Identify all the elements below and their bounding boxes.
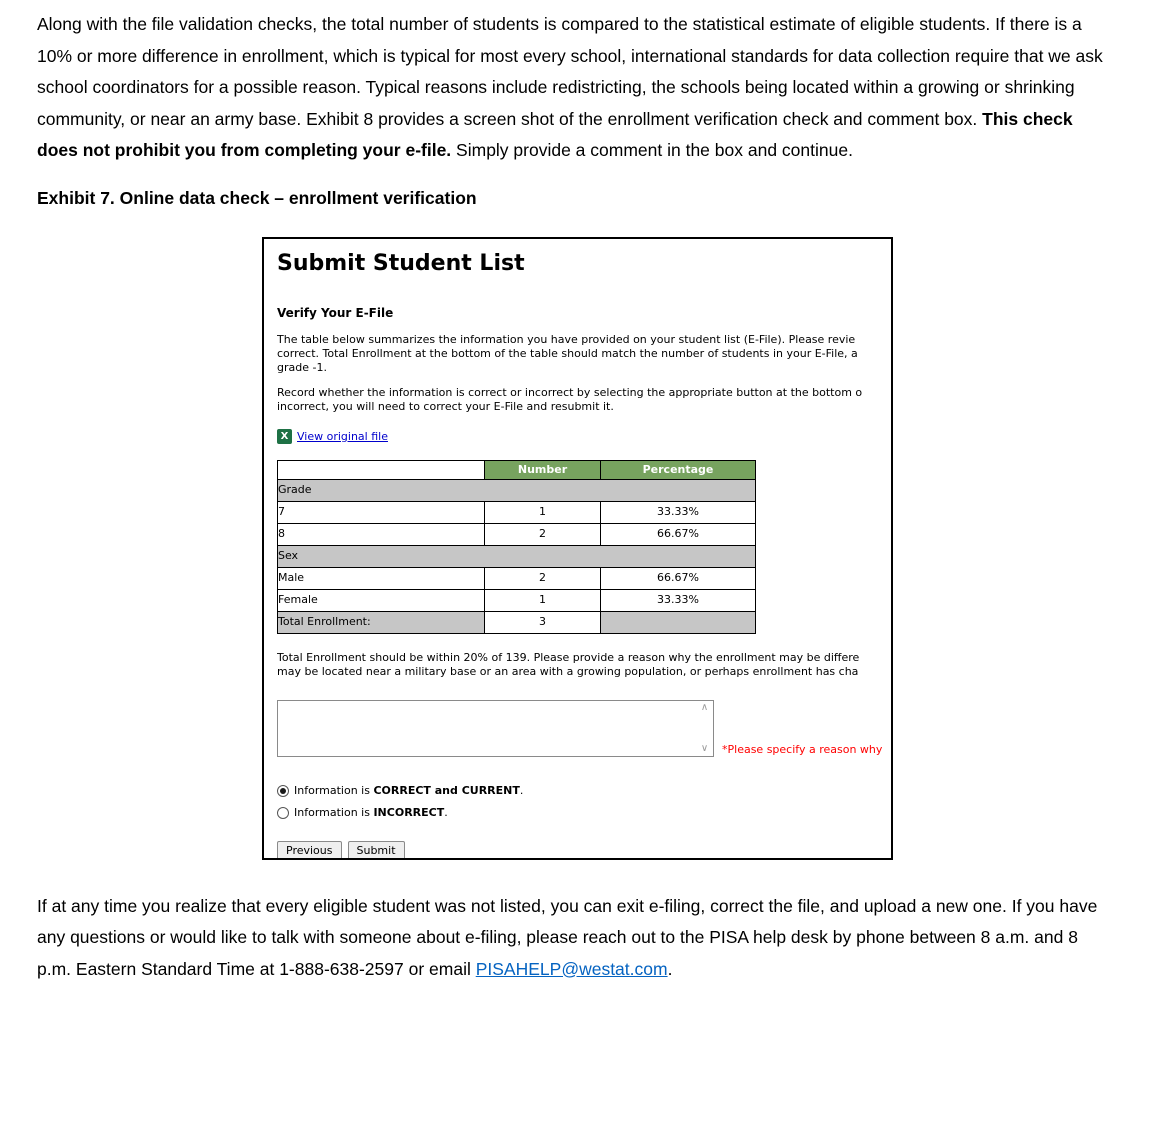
header-blank-cell [278,460,485,479]
radio-correct-button[interactable] [277,785,289,797]
closing-period: . [667,958,673,979]
record-paragraph [277,386,891,414]
radio-incorrect-button[interactable] [277,807,289,819]
paragraph-line: Total Enrollment should be within 20% of 139. Please provide a reason why the enrollment may be differe [277,650,860,664]
paragraph-line: correct. Total Enrollment at the bottom of the table should match the number of students in your E-File, a [277,346,858,360]
reason-required-note: *Please specify a reason why [722,742,883,756]
female-number: 1 [485,589,601,611]
total-row [278,611,756,633]
comment-textarea[interactable] [277,700,714,757]
intro-text: Along with the file validation checks, the total number of students is compared to the statistical estimate of eligible students. If there is a 10% or more difference in enrollment, which is typical for most every school, international standards for data collection require that we ask school coordinators for a possible reason. Typical reasons include redistricting, the schools being located within a growing or shrinking community, or near an army base. Exhibit 8 provides a screen shot of the enrollment verification check and comment box. [37,14,1103,129]
intro-text-after: Simply provide a comment in the box and continue. [451,140,853,160]
submit-button[interactable]: Submit [348,841,405,860]
radio-correct-suffix: . [519,784,524,797]
table-row [278,523,756,545]
radio-selected-dot [280,788,286,794]
female-label: Female [278,589,485,611]
total-enrollment-number: 3 [485,611,601,633]
grade-8-percentage: 66.67% [601,523,756,545]
male-percentage: 66.67% [601,567,756,589]
grade-7-number: 1 [485,501,601,523]
total-enrollment-label: Total Enrollment: [278,611,485,633]
section-row [278,479,756,501]
section-sex: Sex [278,545,756,567]
table-row [278,567,756,589]
female-percentage: 33.33% [601,589,756,611]
header-percentage: Percentage [601,460,756,479]
total-enrollment-percentage [601,611,756,633]
radio-correct-label [294,784,523,798]
closing-text: If at any time you realize that every eligible student was not listed, you can exit e-filing, correct the file, and upload a new one. If you have any questions or would like to talk with someone about e-filing, please reach out to the PISA help desk by phone between 8 a.m. and 8 p.m. Eastern Standard Time at 1-888-638-2597 or email [37,895,1098,979]
grade-7-label: 7 [278,501,485,523]
scroll-down-icon[interactable]: ∨ [700,742,709,754]
verify-efile-heading: Verify Your E-File [277,305,394,320]
radio-correct-bold: CORRECT and CURRENT [373,784,520,797]
radio-correct-prefix: Information is [294,784,374,797]
view-original-file-link[interactable]: View original file [297,429,388,443]
intro-bold-text: This check does not prohibit you from completing your e-file. [37,108,1073,160]
table-row [278,501,756,523]
scroll-up-icon[interactable]: ∧ [700,701,709,713]
radio-correct-row[interactable] [277,784,891,799]
paragraph-line: grade -1. [277,360,327,374]
grade-7-percentage: 33.33% [601,501,756,523]
embedded-screenshot [262,237,893,860]
male-number: 2 [485,567,601,589]
summary-paragraph [277,333,891,375]
closing-paragraph [37,891,1114,986]
radio-incorrect-bold: INCORRECT [373,806,445,819]
excel-file-icon: X [277,429,292,444]
enrollment-note [277,651,891,679]
paragraph-line: incorrect, you will need to correct your E-File and resubmit it. [277,399,614,413]
section-row [278,545,756,567]
radio-incorrect-prefix: Information is [294,806,374,819]
paragraph-line: The table below summarizes the information you have provided on your student list (E-File). Please revie [277,332,856,346]
table-row [278,589,756,611]
grade-8-number: 2 [485,523,601,545]
radio-incorrect-suffix: . [444,806,448,819]
form-buttons [277,841,891,860]
exhibit-caption: Exhibit 7. Online data check – enrollment verification [37,187,477,208]
view-original-file-row [277,429,891,445]
previous-button[interactable]: Previous [277,841,342,860]
table-header-row [278,460,756,479]
page-title: Submit Student List [277,250,525,276]
section-grade: Grade [278,479,756,501]
comment-section [277,700,891,757]
male-label: Male [278,567,485,589]
enrollment-summary-table [277,460,756,634]
paragraph-line: Record whether the information is correct or incorrect by selecting the appropriate button at the bottom o [277,385,863,399]
header-number: Number [485,460,601,479]
radio-incorrect-row[interactable] [277,806,891,821]
intro-paragraph [37,9,1114,167]
paragraph-line: may be located near a military base or an area with a growing population, or perhaps enrollment has cha [277,664,859,678]
textarea-scrollbar[interactable] [696,701,713,756]
comment-textarea-content[interactable] [278,701,696,756]
email-link[interactable]: PISAHELP@westat.com [475,958,668,979]
grade-8-label: 8 [278,523,485,545]
radio-incorrect-label [294,806,448,820]
